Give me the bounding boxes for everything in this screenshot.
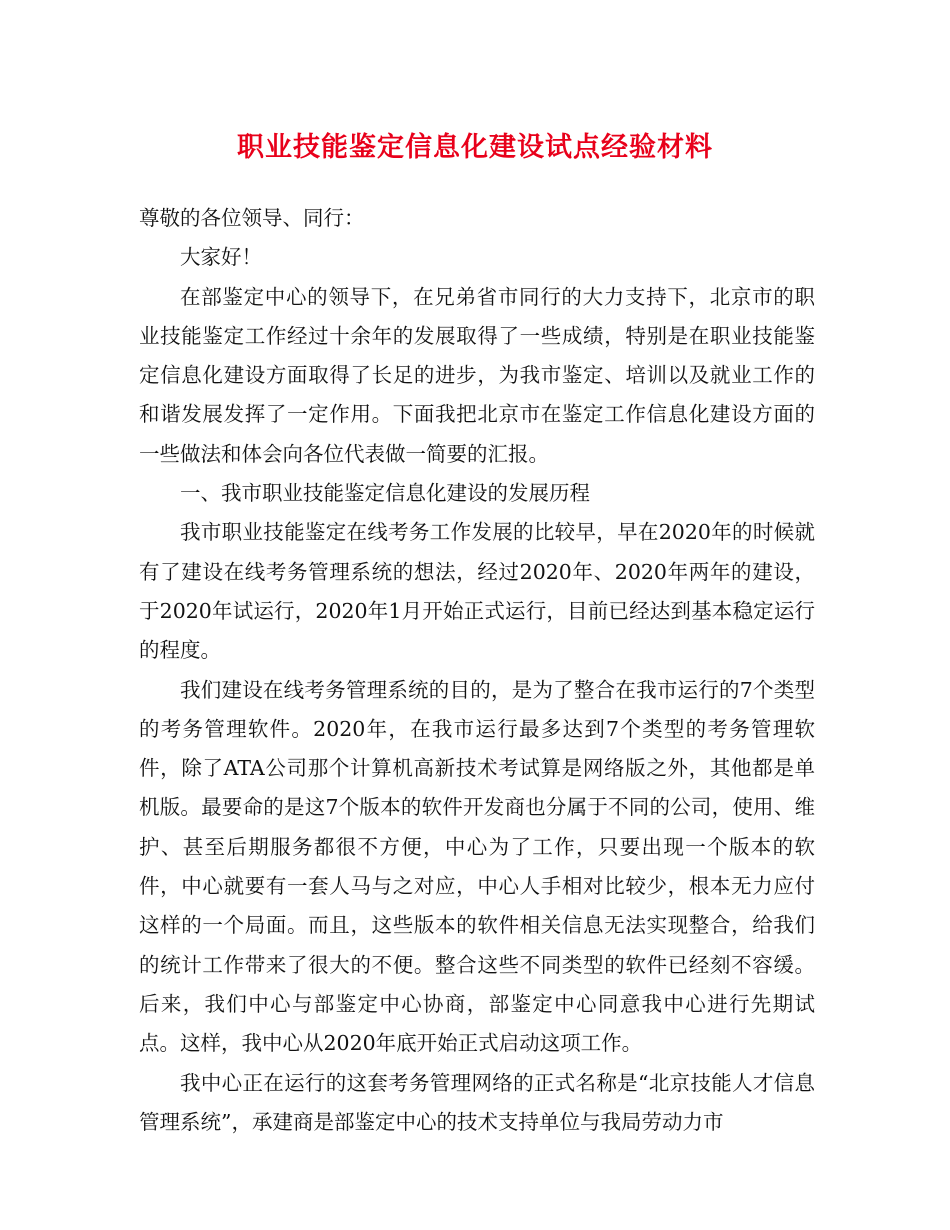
document-title: 职业技能鉴定信息化建设试点经验材料 [237,132,713,163]
document-body [139,199,815,1142]
paragraph-4: 一、我市职业技能鉴定信息化建设的发展历程 [180,481,590,506]
paragraph-1: 尊敬的各位领导、同行： [139,206,365,230]
paragraph-5: 我市职业技能鉴定在线考务工作发展的比较早，早在2020年的时候就有了建设在线考务管理系统的想法，经过2020年、2020年两年的建设，于2020年试运行，2020年1月开始正式运行，目前已经达到基本稳定运行的程度。 [139,520,815,663]
paragraph-6: 我们建设在线考务管理系统的目的，是为了整合在我市运行的7个类型的考务管理软件。2020年，在我市运行最多达到7个类型的考务管理软件，除了ATA公司那个计算机高新技术考试算是网络版之外，其他都是单机版。最要命的是这7个版本的软件开发商也分属于不同的公司，使用、维护、甚至后期服务都很不方便，中心为了工作，只要出现一个版本的软件，中心就要有一套人马与之对应，中心人手相对比较少，根本无力应付这样的一个局面。而且，这些版本的软件相关信息无法实现整合，给我们的统计工作带来了很大的不便。整合这些不同类型的软件已经刻不容缓。后来，我们中心与部鉴定中心协商，部鉴定中心同意我中心进行先期试点。这样，我中心从2020年底开始正式启动这项工作。 [139,677,815,1056]
paragraph-2: 大家好！ [180,245,262,270]
paragraph-3: 在部鉴定中心的领导下，在兄弟省市同行的大力支持下，北京市的职业技能鉴定工作经过十余年的发展取得了一些成绩，特别是在职业技能鉴定信息化建设方面取得了长足的进步，为我市鉴定、培训以及就业工作的和谐发展发挥了一定作用。下面我把北京市在鉴定工作信息化建设方面的一些做法和体会向各位代表做一简要的汇报。 [139,284,815,466]
paragraph-7: 我中心正在运行的这套考务管理网络的正式名称是“北京技能人才信息管理系统”，承建商是部鉴定中心的技术支持单位与我局劳动力市 [139,1070,815,1134]
